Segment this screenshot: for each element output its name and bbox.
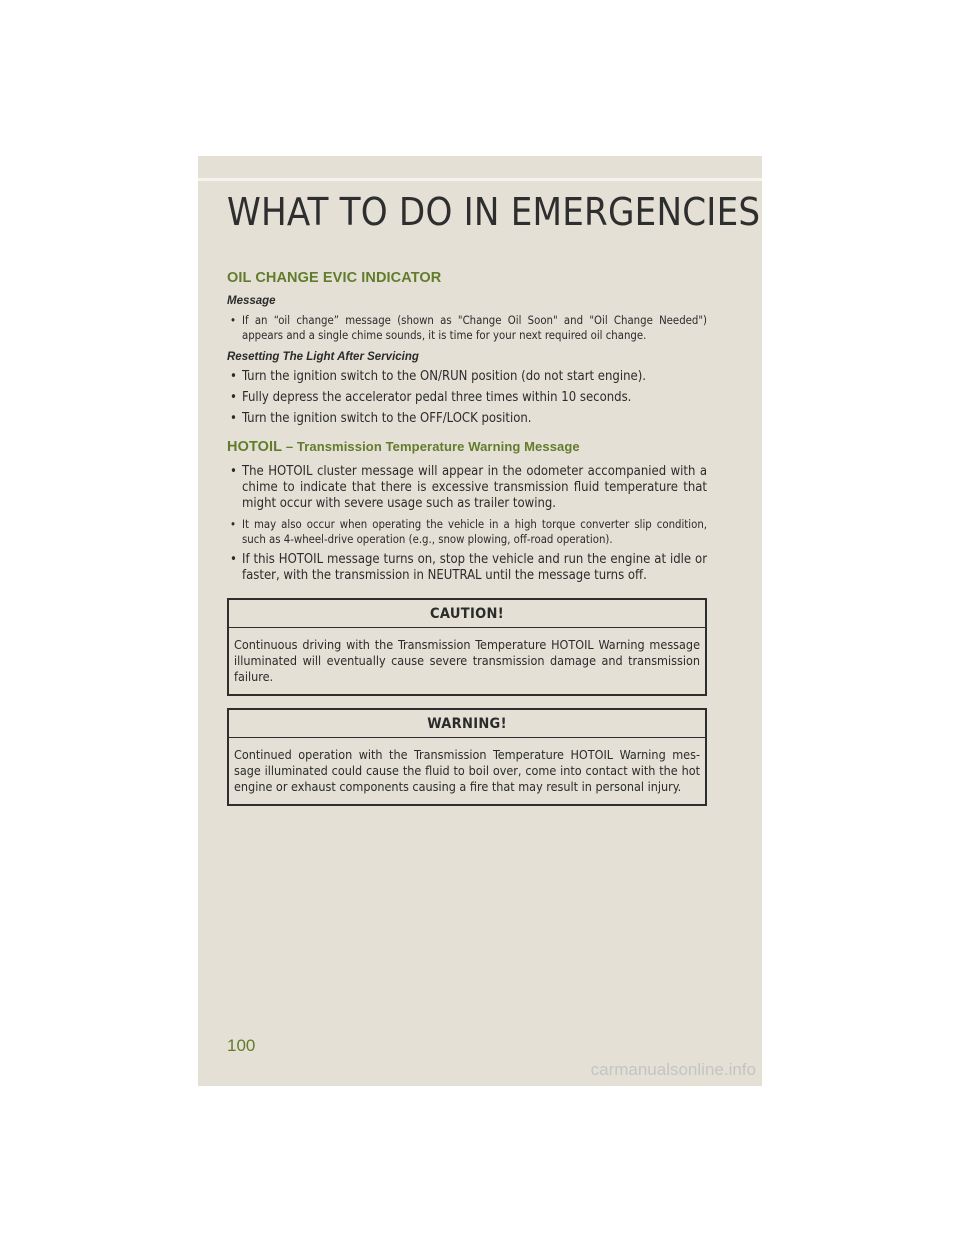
- message-list: [227, 313, 707, 343]
- list-item: • The HOTOIL cluster message will appear in the odometer accompanied with a chime to indicate that there is excessive transmission fluid temperature that might occur with severe usage such as trailer towing.: [227, 464, 707, 512]
- header-rule: [198, 178, 762, 181]
- page-header: WHAT TO DO IN EMERGENCIES: [227, 190, 761, 234]
- list-item: • Turn the ignition switch to the OFF/LOCK position.: [227, 411, 707, 427]
- list-item: • If this HOTOIL message turns on, stop the vehicle and run the engine at idle or faster, with the transmission in NEUTRAL until the message turns off.: [227, 552, 707, 584]
- warning-box: [227, 708, 707, 806]
- list-item: • Fully depress the accelerator pedal three times within 10 seconds.: [227, 390, 707, 406]
- subheading-reset: Resetting The Light After Servicing: [227, 351, 419, 363]
- section-title-hotoil: [227, 439, 707, 455]
- list-item: • It may also occur when operating the vehicle in a high torque converter slip condition, such as 4-wheel-drive operation (e.g., snow plowing, off-road operation).: [227, 517, 707, 547]
- caution-text: Continuous driving with the Transmission Temperature HOTOIL Warning message illuminated will eventually cause severe transmission damage and transmission failure.: [234, 637, 700, 684]
- section-title-hotoil-sub: – Transmission Temperature Warning Message: [282, 439, 580, 454]
- section-title-oil-change: OIL CHANGE EVIC INDICATOR: [227, 270, 442, 286]
- watermark: carmanualsonline.info: [590, 1060, 756, 1079]
- subheading-message: Message: [227, 295, 276, 307]
- reset-steps-list: [227, 369, 707, 427]
- list-item: • Turn the ignition switch to the ON/RUN position (do not start engine).: [227, 369, 707, 385]
- page-content: [227, 270, 707, 806]
- manual-page: [198, 156, 762, 1086]
- list-item: • If an “oil change” message (shown as "Change Oil Soon" and "Oil Change Needed") appears and a single chime sounds, it is time for your next required oil change.: [227, 313, 707, 343]
- caution-heading: CAUTION!: [229, 600, 705, 628]
- page-number: 100: [227, 1036, 256, 1055]
- caution-box: [227, 598, 707, 696]
- warning-heading: WARNING!: [229, 710, 705, 738]
- warning-text: Continued operation with the Transmission Temperature HOTOIL Warning mes-sage illuminated could cause the fluid to boil over, come into contact with the hot engine or exhaust components causing a fire that may result in personal injury.: [234, 747, 700, 794]
- hotoil-list: [227, 464, 707, 584]
- section-title-hotoil-main: HOTOIL: [227, 439, 283, 455]
